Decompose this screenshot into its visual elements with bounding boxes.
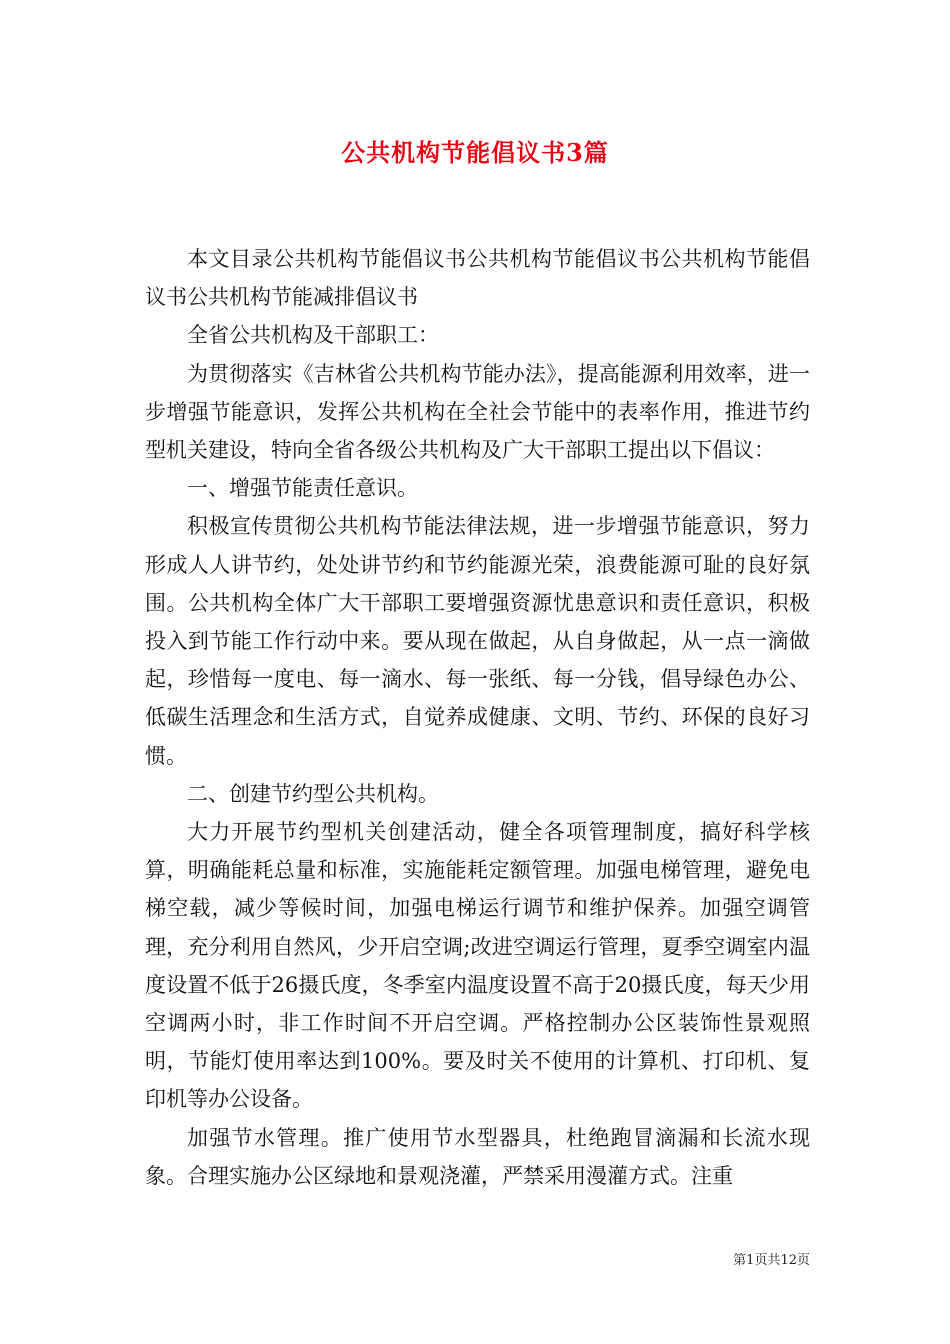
paragraph-water-saving: 加强节水管理。推广使用节水型器具，杜绝跑冒滴漏和长流水现象。合理实施办公区绿地和景观浇灌，严禁采用漫灌方式。注重 [145, 1125, 810, 1188]
paragraph-toc: 本文目录公共机构节能倡议书公共机构节能倡议书公共机构节能倡议书公共机构节能减排倡议书 [145, 247, 810, 310]
section-heading-1: 一、增强节能责任意识。 [187, 476, 418, 501]
paragraph-intro: 为贯彻落实《吉林省公共机构节能办法》，提高能源利用效率，进一步增强节能意识，发挥公共机构在全社会节能中的表率作用，推进节约型机关建设，特向全省各级公共机构及广大干部职工提出以下倡议： [145, 361, 810, 463]
document-body [145, 240, 810, 1195]
page-number-footer: 第1页共12页 [733, 1253, 810, 1268]
paragraph-section-2: 大力开展节约型机关创建活动，健全各项管理制度，搞好科学核算，明确能耗总量和标准，实施能耗定额管理。加强电梯管理，避免电梯空载，减少等候时间，加强电梯运行调节和维护保养。加强空调管理，充分利用自然风，少开启空调;改进空调运行管理，夏季空调室内温度设置不低于26摄氏度，冬季室内温度设置不高于20摄氏度，每天少用空调两小时，非工作时间不开启空调。严格控制办公区装饰性景观照明，节能灯使用率达到100%。要及时关不使用的计算机、打印机、复印机等办公设备。 [145, 820, 810, 1112]
paragraph-section-1: 积极宣传贯彻公共机构节能法律法规，进一步增强节能意识，努力形成人人讲节约，处处讲节约和节约能源光荣，浪费能源可耻的良好氛围。公共机构全体广大干部职工要增强资源忧患意识和责任意识，积极投入到节能工作行动中来。要从现在做起，从自身做起，从一点一滴做起，珍惜每一度电、每一滴水、每一张纸、每一分钱，倡导绿色办公、低碳生活理念和生活方式，自觉养成健康、文明、节约、环保的良好习惯。 [145, 514, 810, 768]
paragraph-greeting: 全省公共机构及干部职工： [187, 323, 439, 348]
section-heading-2: 二、创建节约型公共机构。 [187, 781, 439, 806]
document-title: 公共机构节能倡议书3篇 [341, 138, 609, 167]
